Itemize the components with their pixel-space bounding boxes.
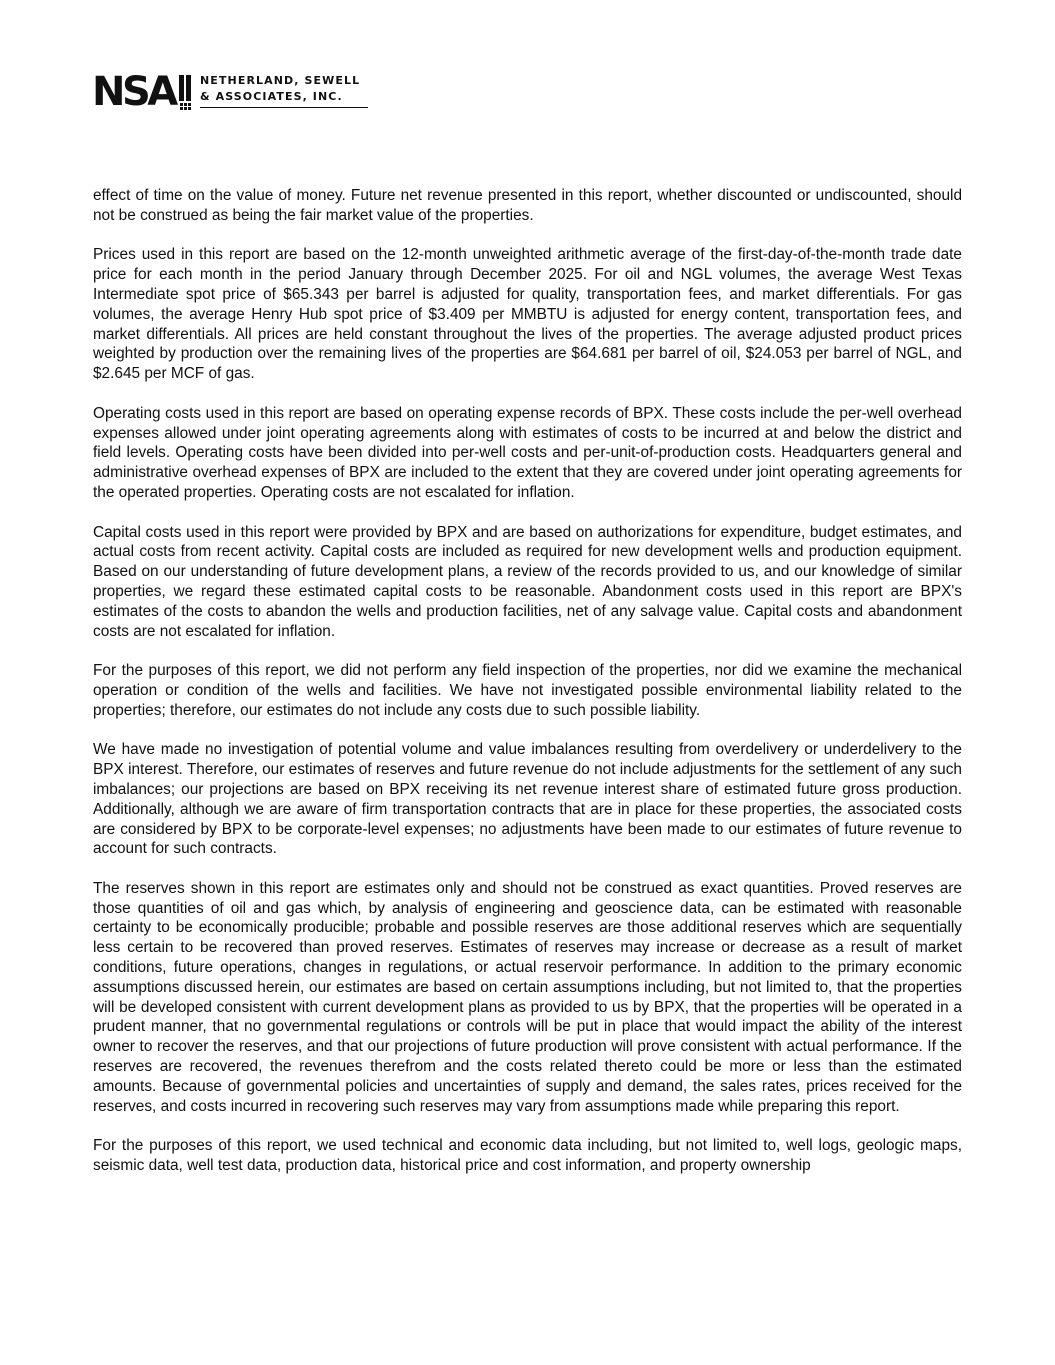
nsai-logo — [92, 71, 196, 111]
paragraph-operating-costs: Operating costs used in this report are based on operating expense records of BPX. These costs include the per-well overhead expenses allowed under joint operating agreements along with estimates of costs to be incurred at and below the district and field levels. Operating costs have been divided into per-well costs and per-unit-of-production costs. Headquarters general and administrative overhead expenses of BPX are included to the extent that they are covered under joint operating agreements for the operated properties. Operating costs are not escalated for inflation. — [93, 404, 962, 501]
report-body — [93, 186, 962, 1176]
company-name-line-2: & ASSOCIATES, INC. — [200, 90, 343, 103]
paragraph-imbalances: We have made no investigation of potential volume and value imbalances resulting from overdelivery or underdelivery to the BPX interest. Therefore, our estimates of reserves and future revenue do not include adjustments for the settlement of any such imbalances; our projections are based on BPX receiving its net revenue interest share of estimated future gross production. Additionally, although we are aware of firm transportation contracts that are in place for these properties, the associated costs are considered by BPX to be corporate-level expenses; no adjustments have been made to our estimates of future revenue to account for such contracts. — [93, 741, 962, 858]
company-name — [200, 73, 368, 108]
paragraph-technical-data: For the purposes of this report, we used technical and economic data including, but not limited to, well logs, geologic maps, seismic data, well test data, production data, historical price and cost information, and property ownership — [93, 1137, 962, 1175]
svg-text:NSA: NSA — [92, 71, 175, 111]
paragraph-capital-costs: Capital costs used in this report were provided by BPX and are based on authorizations for expenditure, budget estimates, and actual costs from recent activity. Capital costs are included as required for new development wells and production equipment. Based on our understanding of future development plans, a review of the records provided to us, and our knowledge of similar properties, we regard these estimated capital costs to be reasonable. Abandonment costs used in this report are BPX's estimates of the costs to abandon the wells and production facilities, net of any salvage value. Capital costs and abandonment costs are not escalated for inflation. — [93, 523, 962, 640]
letterhead — [92, 71, 368, 111]
paragraph-discounting: effect of time on the value of money. Future net revenue presented in this report, whether discounted or undiscounted, should not be construed as being the fair market value of the properties. — [93, 187, 962, 224]
paragraph-reserves-estimates: The reserves shown in this report are estimates only and should not be construed as exact quantities. Proved reserves are those quantities of oil and gas which, by analysis of engineering and geoscience data, can be estimated with reasonable certainty to be economically producible; probable and possible reserves are those additional reserves which are sequentially less certain to be recovered than proved reserves. Estimates of reserves may increase or decrease as a result of market conditions, future operations, changes in regulations, or actual reservoir performance. In addition to the primary economic assumptions discussed herein, our estimates are based on certain assumptions including, but not limited to, that the properties will be developed consistent with current development plans as provided to us by BPX, that the properties will be operated in a prudent manner, that no governmental regulations or controls will be put in place that would impact the ability of the interest owner to recover the reserves, and that our projections of future production will prove consistent with actual performance. If the reserves are recovered, the revenues therefrom and the costs related thereto could be more or less than the estimated amounts. Because of governmental policies and uncertainties of supply and demand, the sales rates, prices received for the reserves, and costs incurred in recovering such reserves may vary from assumptions made while preparing this report. — [93, 879, 962, 1115]
company-name-line-1: NETHERLAND, SEWELL — [200, 74, 361, 87]
paragraph-field-inspection: For the purposes of this report, we did not perform any field inspection of the properties, nor did we examine the mechanical operation or condition of the wells and facilities. We have not investigated possible environmental liability related to the properties; therefore, our estimates do not include any costs due to such possible liability. — [93, 662, 962, 719]
paragraph-prices: Prices used in this report are based on the 12-month unweighted arithmetic average of the first-day-of-the-month trade date price for each month in the period January through December 2025. For oil and NGL volumes, the average West Texas Intermediate spot price of $65.343 per barrel is adjusted for quality, transportation fees, and market differentials. For gas volumes, the average Henry Hub spot price of $3.409 per MMBTU is adjusted for energy content, transportation fees, and market differentials. All prices are held constant throughout the lives of the properties. The average adjusted product prices weighted by production over the remaining lives of the properties are $64.681 per barrel of oil, $24.053 per barrel of NGL, and $2.645 per MCF of gas. — [93, 246, 962, 383]
